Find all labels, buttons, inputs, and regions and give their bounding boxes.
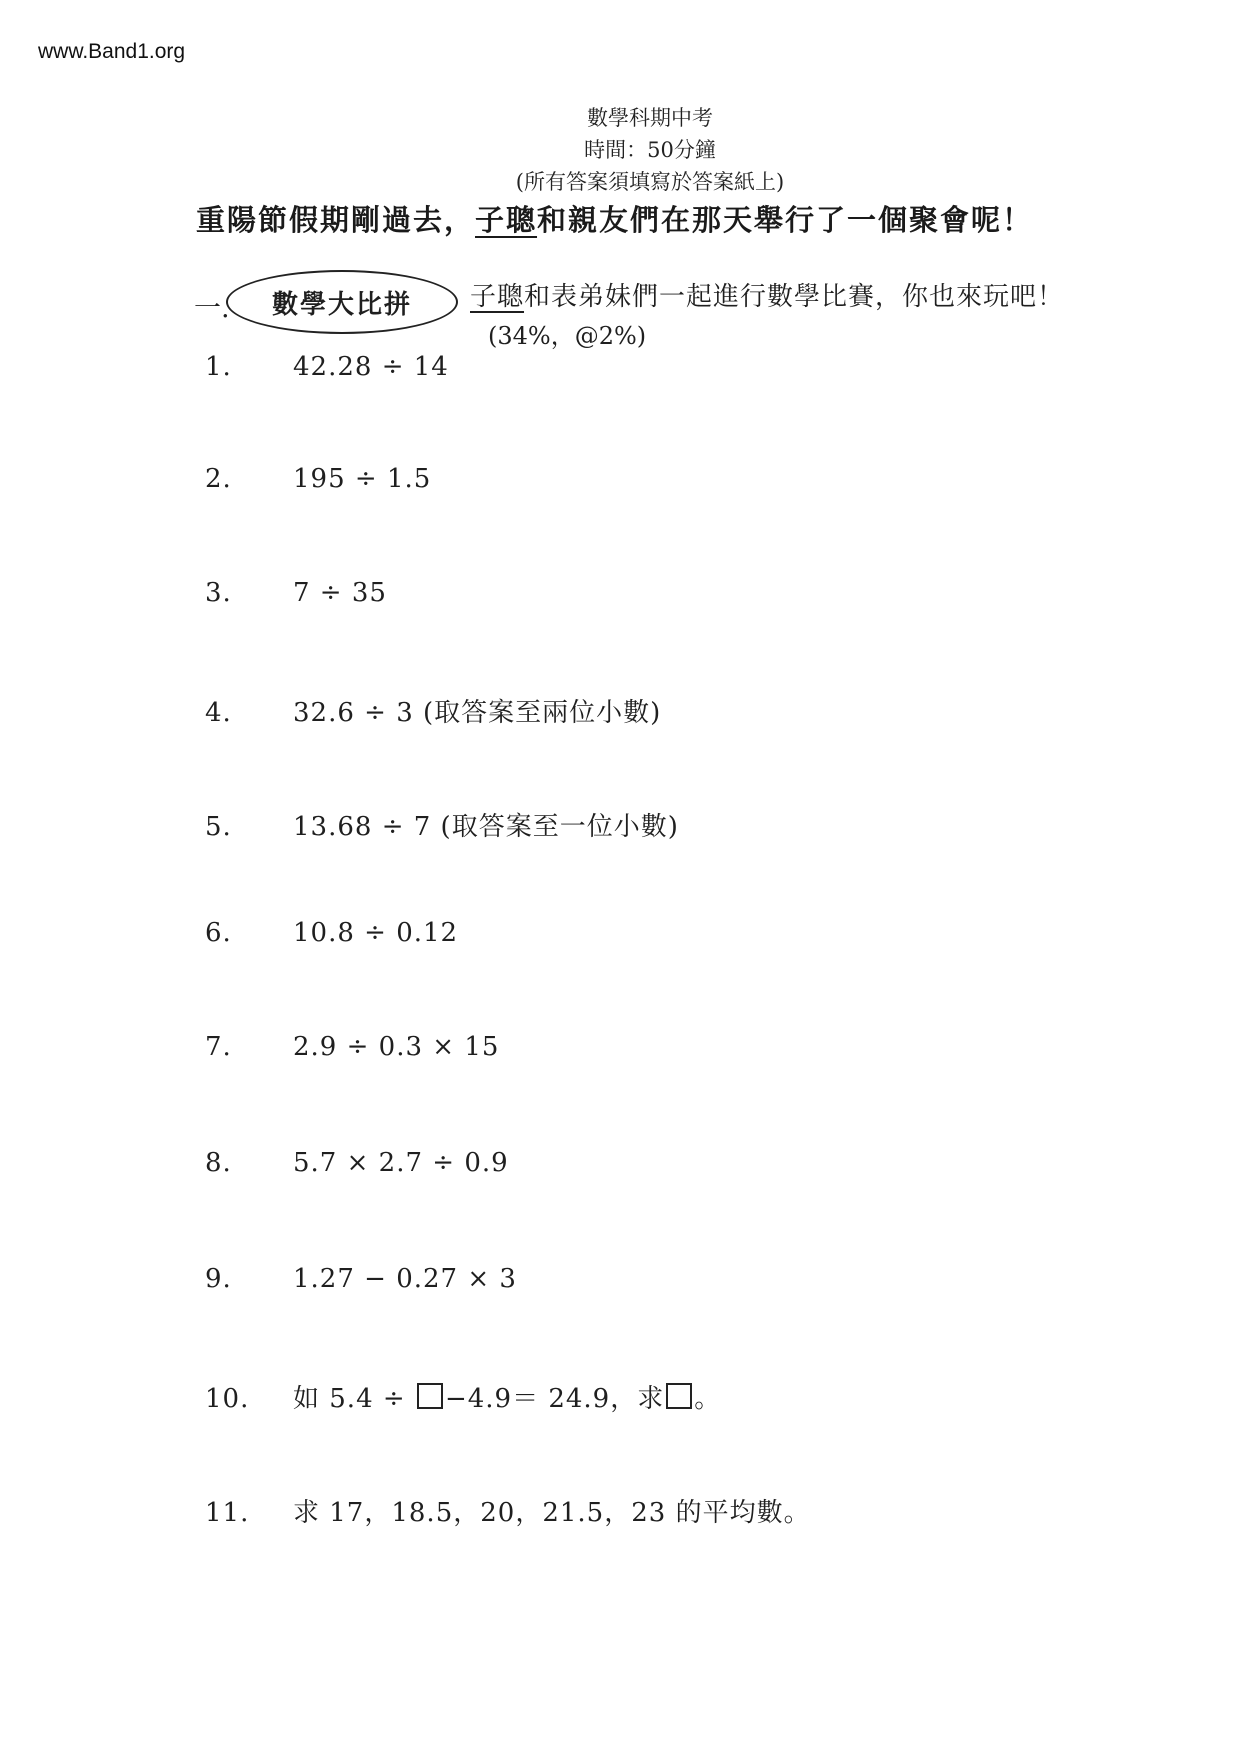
- question-expression: [293, 1378, 721, 1415]
- question-number: 1.: [205, 352, 232, 382]
- question-11: [205, 1492, 811, 1529]
- question-7: [205, 1032, 499, 1062]
- section-desc-name: 子聰: [470, 282, 525, 312]
- question-5: [205, 806, 679, 843]
- exam-note: (所有答案須填寫於答案紙上): [515, 170, 785, 194]
- question-number: 5.: [205, 812, 232, 842]
- question-expression: 2.9 ÷ 0.3 × 15: [293, 1032, 500, 1062]
- question-expression: 32.6 ÷ 3 (取答案至兩位小數): [293, 698, 662, 728]
- question-number: 9.: [205, 1264, 232, 1294]
- exam-title: 數學科期中考: [587, 106, 713, 130]
- question-1: [205, 352, 449, 382]
- blank-box-icon: [666, 1383, 692, 1409]
- question-6: [205, 918, 458, 948]
- question-expression-part-b: −4.9＝ 24.9，求: [444, 1384, 665, 1414]
- question-number: 3.: [205, 578, 232, 608]
- intro-name: 子聰: [475, 203, 538, 237]
- blank-box-icon: [417, 1383, 443, 1409]
- question-8: [205, 1148, 509, 1178]
- intro-after: 和親友們在那天舉行了一個聚會呢！: [537, 203, 1034, 237]
- question-number: 11.: [205, 1498, 250, 1528]
- question-number: 10.: [205, 1384, 250, 1414]
- question-10: [205, 1378, 721, 1415]
- question-expression: 10.8 ÷ 0.12: [293, 918, 459, 948]
- section-desc-rest: 和表弟妹們一起進行數學比賽，你也來玩吧！: [524, 282, 1065, 312]
- site-url[interactable]: www.Band1.org: [38, 40, 186, 63]
- question-expression: 求 17，18.5，20，21.5，23 的平均數。: [293, 1498, 811, 1528]
- question-number: 6.: [205, 918, 232, 948]
- question-3: [205, 578, 387, 608]
- intro-sentence: [196, 198, 1033, 239]
- question-expression: 7 ÷ 35: [293, 578, 387, 608]
- section-title-oval: [226, 270, 458, 334]
- question-expression-part-a: 如 5.4 ÷: [293, 1384, 415, 1414]
- section-description: [470, 276, 1064, 313]
- question-number: 7.: [205, 1032, 232, 1062]
- question-number: 4.: [205, 698, 232, 728]
- question-expression: 42.28 ÷ 14: [293, 352, 449, 382]
- section-number: 一.: [194, 293, 230, 324]
- question-9: [205, 1264, 517, 1294]
- exam-time: 時間：50分鐘: [584, 138, 716, 162]
- question-expression: 13.68 ÷ 7 (取答案至一位小數): [293, 812, 679, 842]
- question-number: 2.: [205, 464, 232, 494]
- section-marks: (34%，@2%): [488, 322, 647, 350]
- question-expression: 1.27 − 0.27 × 3: [293, 1264, 517, 1294]
- question-2: [205, 464, 431, 494]
- section-title: 數學大比拼: [271, 289, 412, 320]
- question-4: [205, 692, 661, 729]
- question-expression: 195 ÷ 1.5: [293, 464, 432, 494]
- question-number: 8.: [205, 1148, 232, 1178]
- question-expression: 5.7 × 2.7 ÷ 0.9: [293, 1148, 509, 1178]
- intro-before: 重陽節假期剛過去，: [196, 203, 476, 237]
- question-expression-part-c: 。: [694, 1384, 722, 1414]
